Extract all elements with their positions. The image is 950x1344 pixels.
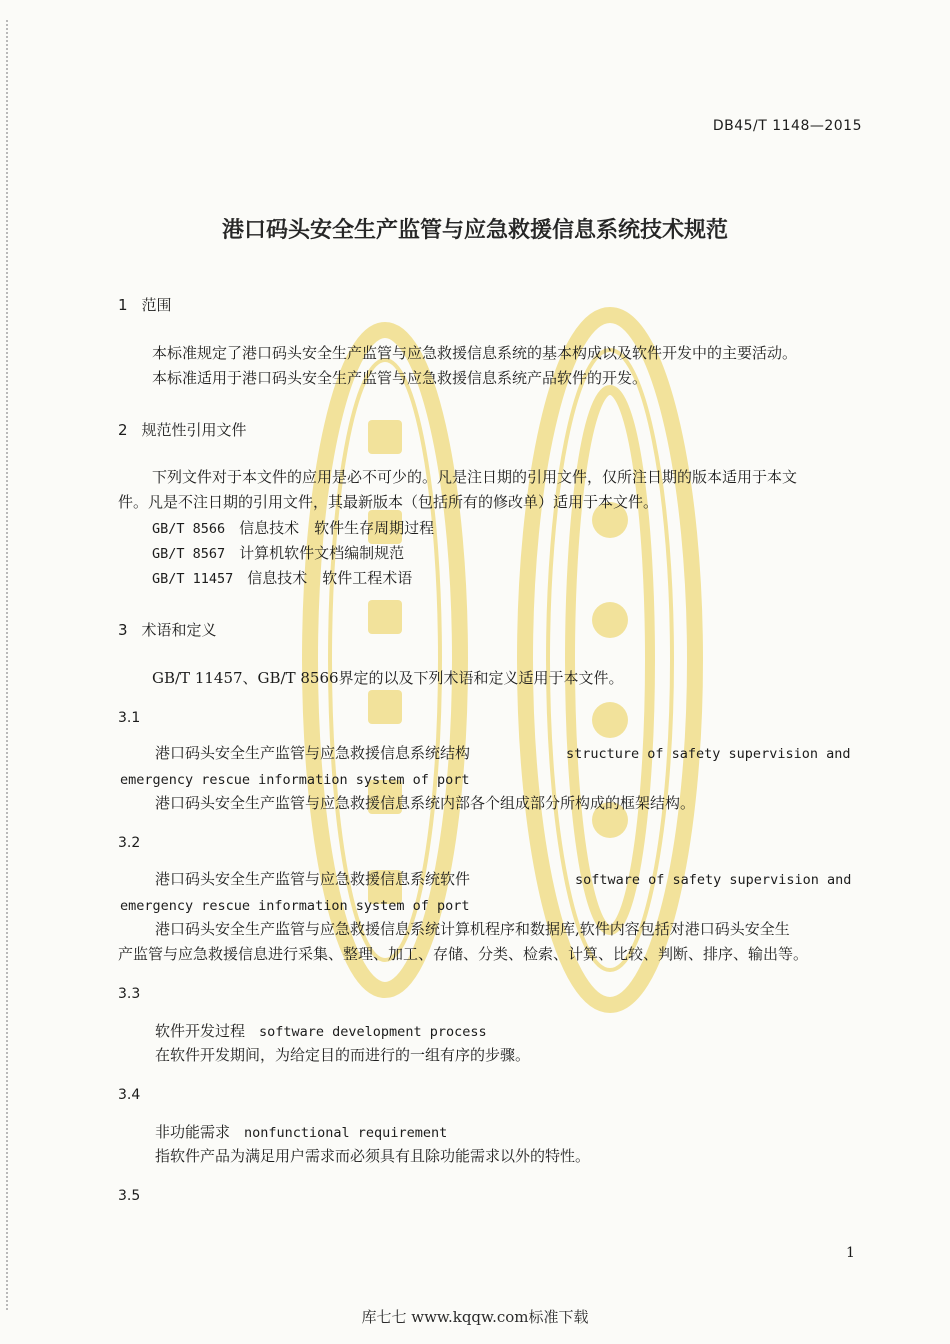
- term-heading: [155, 742, 470, 764]
- section-2-para-line-2: 件。凡是不注日期的引用文件，其最新版本（包括所有的修改单）适用于本文件。: [118, 493, 659, 511]
- term-en: nonfunctional requirement: [244, 1125, 448, 1141]
- section-3-title: 术语和定义: [141, 621, 217, 639]
- term-en-line-2: emergency rescue information system of port: [120, 898, 470, 914]
- term-number: 3.5: [118, 1188, 141, 1204]
- reference-code: GB/T 8566: [152, 521, 226, 537]
- term-heading: [155, 1121, 447, 1144]
- section-1-number: 1: [118, 296, 128, 314]
- section-3-heading: [118, 619, 217, 641]
- term-heading: [155, 1020, 487, 1043]
- term-number: 3.3: [118, 986, 141, 1002]
- term-definition: 在软件开发期间，为给定目的而进行的一组有序的步骤。: [155, 1046, 531, 1064]
- term-zh: 港口码头安全生产监管与应急救援信息系统结构: [155, 744, 471, 762]
- term-definition: 指软件产品为满足用户需求而必须具有且除功能需求以外的特性。: [155, 1147, 591, 1165]
- footer-source: 库七七 www.kqqw.com标准下载: [361, 1308, 589, 1326]
- standard-code: DB45/T 1148—2015: [712, 118, 862, 134]
- reference-title: 信息技术 软件生存周期过程: [239, 519, 435, 537]
- term-en-line-1: software of safety supervision and: [575, 872, 852, 888]
- reference-item: [152, 567, 412, 590]
- section-1-para-2: 本标准适用于港口码头安全生产监管与应急救援信息系统产品软件的开发。: [152, 369, 648, 387]
- page-number: 1: [846, 1245, 855, 1261]
- term-number: 3.2: [118, 835, 141, 851]
- reference-title: 信息技术 软件工程术语: [247, 569, 413, 587]
- section-2-title: 规范性引用文件: [141, 421, 247, 439]
- term-definition-line-2: 产监管与应急救援信息进行采集、整理、加工、存储、分类、检索、计算、比较、判断、排序、输出等。: [118, 945, 809, 963]
- document-title: 港口码头安全生产监管与应急救援信息系统技术规范: [221, 218, 728, 243]
- section-1-title: 范围: [141, 296, 172, 314]
- term-definition-line-1: 港口码头安全生产监管与应急救援信息系统计算机程序和数据库,软件内容包括对港口码头安全生: [155, 920, 790, 938]
- reference-code: GB/T 8567: [152, 546, 226, 562]
- term-en: software development process: [259, 1024, 487, 1040]
- reference-item: [152, 517, 434, 540]
- term-definition: 港口码头安全生产监管与应急救援信息系统内部各个组成部分所构成的框架结构。: [155, 794, 696, 812]
- section-2-para-line-1: 下列文件对于本文件的应用是必不可少的。凡是注日期的引用文件，仅所注日期的版本适用于本文: [152, 468, 798, 486]
- reference-code: GB/T 11457: [152, 571, 234, 587]
- section-2-number: 2: [118, 421, 128, 439]
- term-heading: [155, 868, 470, 890]
- term-zh: 软件开发过程: [155, 1022, 246, 1040]
- section-1-para-1: 本标准规定了港口码头安全生产监管与应急救援信息系统的基本构成以及软件开发中的主要活动。: [152, 344, 798, 362]
- term-en-line-2: emergency rescue information system of port: [120, 772, 470, 788]
- section-3-number: 3: [118, 621, 128, 639]
- term-zh: 非功能需求: [155, 1123, 231, 1141]
- term-number: 3.1: [118, 710, 141, 726]
- reference-item: [152, 542, 404, 565]
- section-3-intro: GB/T 11457、GB/T 8566界定的以及下列术语和定义适用于本文件。: [152, 669, 624, 687]
- reference-title: 计算机软件文档编制规范: [239, 544, 405, 562]
- section-2-heading: [118, 419, 247, 441]
- section-1-heading: [118, 294, 172, 316]
- term-en-line-1: structure of safety supervision and: [566, 746, 851, 762]
- term-number: 3.4: [118, 1087, 141, 1103]
- term-zh: 港口码头安全生产监管与应急救援信息系统软件: [155, 870, 471, 888]
